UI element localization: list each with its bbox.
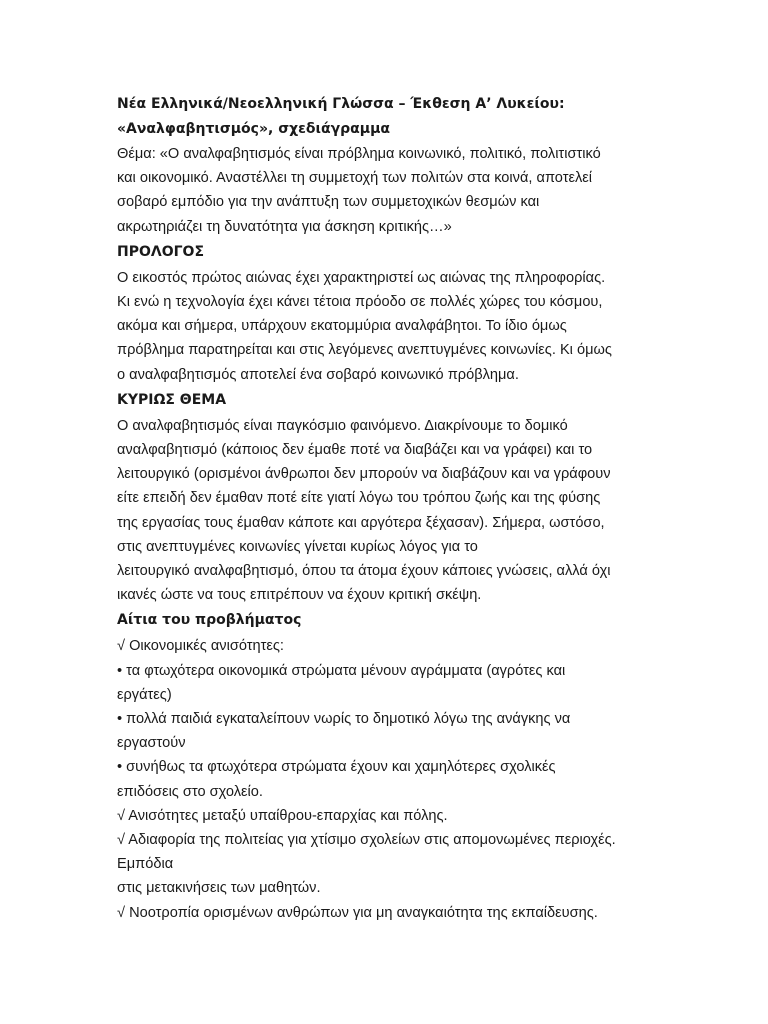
document-title-line-1: Νέα Ελληνικά/Νεοελληνική Γλώσσα – Έκθεση Α’ Λυκείου: [117,96,565,112]
causes-line: στις μετακινήσεις των μαθητών. [117,880,321,897]
causes-line: Εμπόδια [117,856,174,873]
main-topic-line: λειτουργικό αναλφαβητισμό, όπου τα άτομα έχουν κάποιες γνώσεις, αλλά όχι [117,563,611,580]
causes-line: √ Οικονομικές ανισότητες: [117,638,284,655]
causes-line: • πολλά παιδιά εγκαταλείπουν νωρίς το δημοτικό λόγω της ανάγκης να [117,711,571,728]
document-title-line-2: «Αναλφαβητισμός», σχεδιάγραμμα [117,121,391,137]
causes-line: • συνήθως τα φτωχότερα στρώματα έχουν και χαμηλότερες σχολικές [117,759,556,776]
main-topic-line: αναλφαβητισμό (κάποιος δεν έμαθε ποτέ να διαβάζει και να γράφει) και το [117,442,593,459]
causes-heading: Αίτια του προβλήματος [117,612,302,629]
causes-line: εργάτες) [117,686,172,703]
prologue-line: πρόβλημα παρατηρείται και στις λεγόμενες ανεπτυγμένες κοινωνίες. Κι όμως [117,342,612,359]
main-topic-paragraph [117,414,708,608]
prologue-line: ο αναλφαβητισμός αποτελεί ένα σοβαρό κοινωνικό πρόβλημα. [117,366,519,383]
causes-list [117,634,708,924]
prologue-line: ακόμα και σήμερα, υπάρχουν εκατομμύρια αναλφάβητοι. Το ίδιο όμως [117,318,567,335]
main-topic-line: στις ανεπτυγμένες κοινωνίες γίνεται κυρίως λόγος για το [117,538,478,555]
main-topic-heading: ΚΥΡΙΩΣ ΘΕΜΑ [117,391,227,408]
prologue-paragraph [117,266,708,387]
main-topic-line: ικανές ώστε να τους επιτρέπουν να έχουν κριτική σκέψη. [117,587,482,604]
causes-line: √ Ανισότητες μεταξύ υπαίθρου-επαρχίας και πόλης. [117,807,448,824]
theme-line: και οικονομικό. Αναστέλλει τη συμμετοχή των πολιτών στα κοινά, αποτελεί [117,170,593,187]
main-topic-line: είτε επειδή δεν έμαθαν ποτέ είτε γιατί λόγω του τρόπου ζωής και της φύσης [117,490,601,507]
theme-line: Θέμα: «Ο αναλφαβητισμός είναι πρόβλημα κοινωνικό, πολιτικό, πολιτιστικό [117,146,601,162]
main-topic-line: Ο αναλφαβητισμός είναι παγκόσμιο φαινόμενο. Διακρίνουμε το δομικό [117,417,568,434]
theme-paragraph [117,142,708,239]
theme-line: σοβαρό εμπόδιο για την ανάπτυξη των συμμετοχικών θεσμών και [117,194,540,211]
causes-line: • τα φτωχότερα οικονομικά στρώματα μένουν αγράμματα (αγρότες και [117,662,566,679]
causes-line: επιδόσεις στο σχολείο. [117,783,263,800]
theme-line: ακρωτηριάζει τη δυνατότητα για άσκηση κριτικής…» [117,218,452,235]
prologue-line: Κι ενώ η τεχνολογία έχει κάνει τέτοια πρόοδο σε πολλές χώρες του κόσμου, [117,294,603,311]
prologue-heading: ΠΡΟΛΟΓΟΣ [117,243,205,260]
main-topic-line: της εργασίας τους έμαθαν κάποτε και αργότερα ξέχασαν). Σήμερα, ωστόσο, [117,514,605,531]
prologue-line: Ο εικοστός πρώτος αιώνας έχει χαρακτηριστεί ως αιώνας της πληροφορίας. [117,269,606,286]
causes-line: εργαστούν [117,735,186,752]
main-topic-line: λειτουργικό (ορισμένοι άνθρωποι δεν μπορούν να διαβάζουν και να γράφουν [117,466,611,483]
causes-line: √ Αδιαφορία της πολιτείας για χτίσιμο σχολείων στις απομονωμένες περιοχές. [117,832,616,849]
causes-line: √ Νοοτροπία ορισμένων ανθρώπων για μη αναγκαιότητα της εκπαίδευσης. [117,904,598,921]
